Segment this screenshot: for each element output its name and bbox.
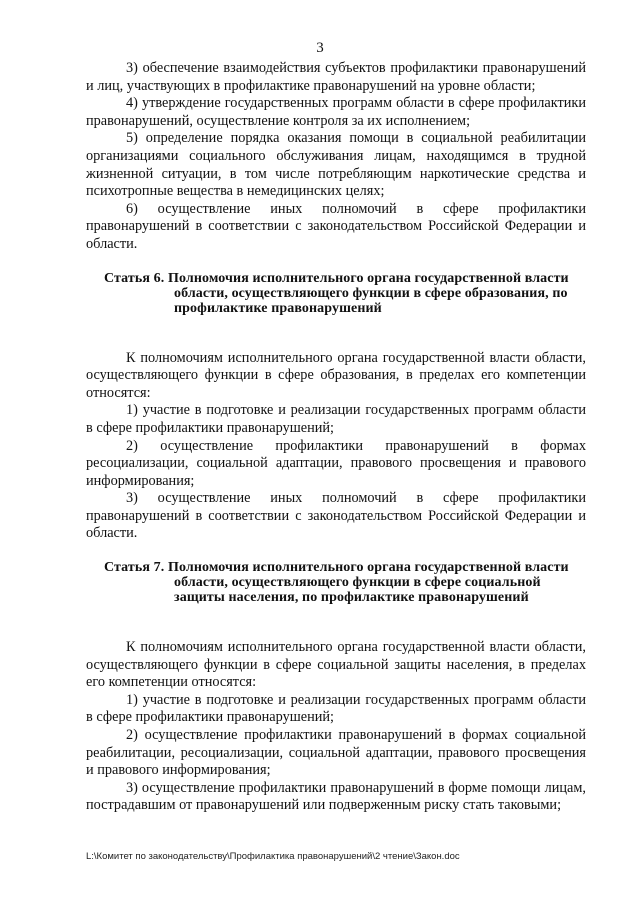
document-body xyxy=(86,60,586,815)
footer-file-path: L:\Комитет по законодательству\Профилактика правонарушений\2 чтение\Закон.doc xyxy=(86,851,460,862)
paragraph: 3) обеспечение взаимодействия субъектов профилактики правонарушений и лиц, участвующих в профилактике правонарушений на уровне области; xyxy=(86,60,586,94)
article-6-title: Полномочия исполнительного органа государственной власти области, осуществляющего функции в сфере образования, по профилактике правонарушений xyxy=(167,270,569,316)
paragraph: 4) утверждение государственных программ области в сфере профилактики правонарушений, осуществление контроля за их исполнением; xyxy=(86,95,586,129)
article-7-label: Статья 7. xyxy=(104,560,165,576)
article-6-heading xyxy=(86,271,586,316)
article-7-heading xyxy=(86,560,586,605)
article-6-item: 1) участие в подготовке и реализации государственных программ области в сфере профилактики правонарушений; xyxy=(86,402,586,436)
article-7-title: Полномочия исполнительного органа государственной власти области, осуществляющего функции в сфере социальной защиты населения, по профилактике правонарушений xyxy=(167,560,569,606)
article-6-label: Статья 6. xyxy=(104,270,165,286)
article-7-intro: К полномочиям исполнительного органа государственной власти области, осуществляющего функции в сфере социальной защиты населения, в пределах его компетенции относятся: xyxy=(86,639,586,691)
article-7-item: 3) осуществление профилактики правонарушений в форме помощи лицам, пострадавшим от правонарушений или подверженным риску стать таковыми; xyxy=(86,779,586,814)
article-7-item: 2) осуществление профилактики правонарушений в формах социальной реабилитации, ресоциализации, социальной адаптации, правового просвещения и правового информирования; xyxy=(86,727,586,779)
paragraph: 5) определение порядка оказания помощи в социальной реабилитации организациями социального обслуживания лицам, находящимся в трудной жизненной ситуации, в том числе потребляющим наркотические средства и психотропные вещества в немедицинских целях; xyxy=(86,130,586,200)
article-7-item: 1) участие в подготовке и реализации государственных программ области в сфере профилактики правонарушений; xyxy=(86,691,586,726)
article-6-item: 2) осуществление профилактики правонарушений в формах ресоциализации, социальной адаптации, правового просвещения и правового информирования; xyxy=(86,437,586,489)
article-6-item: 3) осуществление иных полномочий в сфере профилактики правонарушений в соответствии с законодательством Российской Федерации и области. xyxy=(86,490,586,542)
page-number: 3 xyxy=(316,40,324,56)
paragraph: 6) осуществление иных полномочий в сфере профилактики правонарушений в соответствии с законодательством Российской Федерации и области. xyxy=(86,200,586,252)
article-6-intro: К полномочиям исполнительного органа государственной власти области, осуществляющего функции в сфере образования, в пределах его компетенции относятся: xyxy=(86,349,586,401)
